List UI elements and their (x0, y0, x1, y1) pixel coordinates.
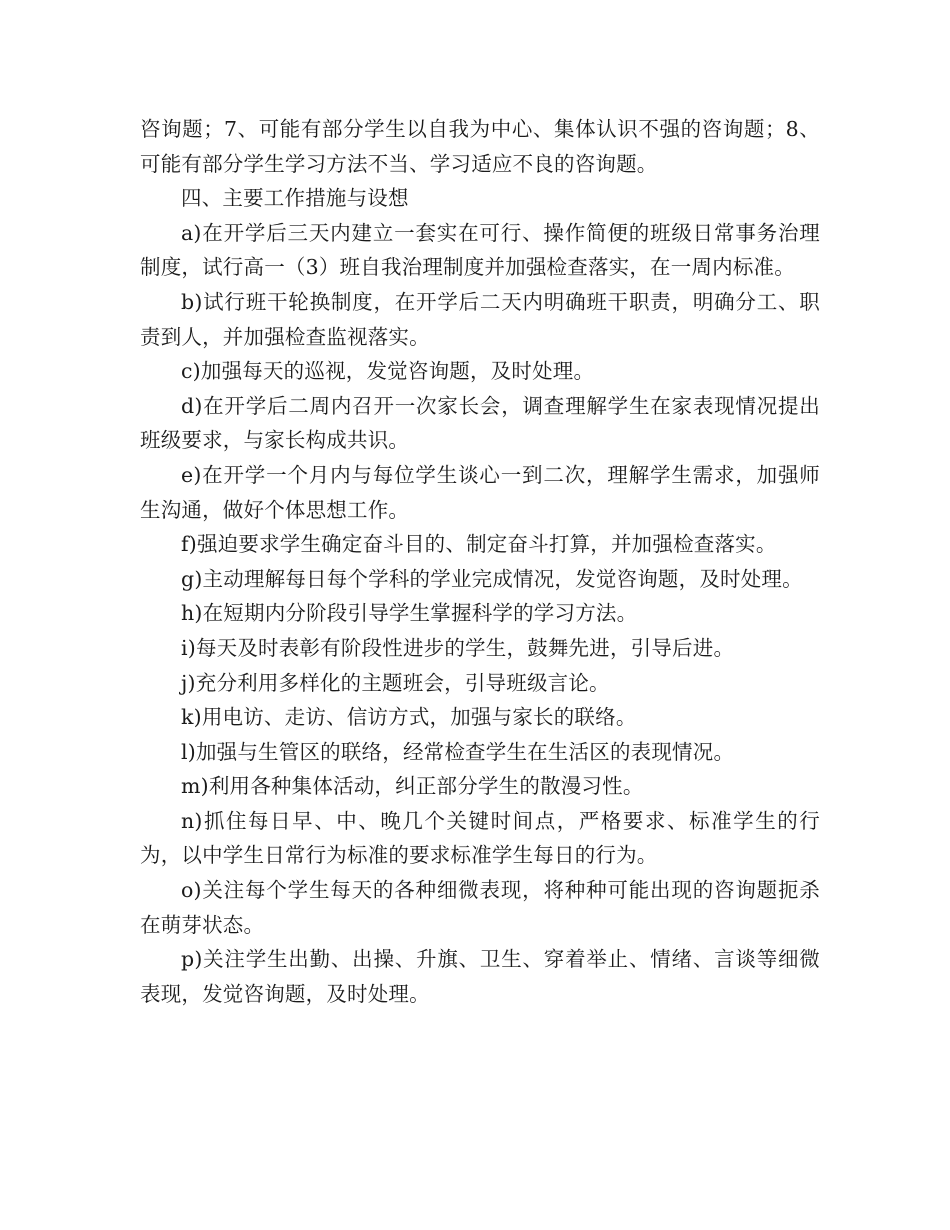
measure-item-f: f)强迫要求学生确定奋斗目的、制定奋斗打算，并加强检查落实。 (181, 532, 777, 557)
section-heading: 四、主要工作措施与设想 (181, 186, 409, 211)
measure-item-i: i)每天及时表彰有阶段性进步的学生，鼓舞先进，引导后进。 (181, 635, 735, 660)
measure-item-m: m)利用各种集体活动，纠正部分学生的散漫习性。 (181, 774, 644, 799)
measure-item-g: g)主动理解每日每个学科的学业完成情况，发觉咨询题，及时处理。 (181, 566, 803, 591)
measure-item-e: e)在开学一个月内与每位学生谈心一到二次，理解学生需求，加强师生沟通，做好个体思想工作。 (140, 462, 820, 522)
measure-item-o: o)关注每个学生每天的各种细微表现，将种种可能出现的咨询题扼杀在萌芽状态。 (140, 878, 820, 937)
measure-item-d: d)在开学后二周内召开一次家长会，调查理解学生在家表现情况提出班级要求，与家长构成共识。 (140, 393, 820, 453)
document-body (140, 112, 820, 1011)
measure-item-p: p)关注学生出勤、出操、升旗、卫生、穿着举止、情绪、言谈等细微表现，发觉咨询题，及时处理。 (140, 947, 820, 1006)
measure-item-j: j)充分利用多样化的主题班会，引导班级言论。 (181, 670, 610, 695)
paragraph-continuation: 咨询题；7、可能有部分学生以自我为中心、集体认识不强的咨询题；8、可能有部分学生学习方法不当、学习适应不良的咨询题。 (140, 117, 820, 176)
measure-item-b: b)试行班干轮换制度，在开学后二天内明确班干职责，明确分工、职责到人，并加强检查监视落实。 (140, 289, 820, 349)
measure-item-k: k)用电访、走访、信访方式，加强与家长的联络。 (181, 705, 637, 730)
measure-item-a: a)在开学后三天内建立一套实在可行、操作简便的班级日常事务治理制度，试行高一（3）班自我治理制度并加强检查落实，在一周内标准。 (140, 220, 820, 280)
measure-item-l: l)加强与生管区的联络，经常检查学生在生活区的表现情况。 (181, 739, 735, 764)
measure-item-c: c)加强每天的巡视，发觉咨询题，及时处理。 (181, 359, 595, 384)
measure-item-h: h)在短期内分阶段引导学生掌握科学的学习方法。 (181, 601, 638, 626)
measure-item-n: n)抓住每日早、中、晚几个关键时间点，严格要求、标准学生的行为，以中学生日常行为标准的要求标准学生每日的行为。 (140, 808, 820, 868)
